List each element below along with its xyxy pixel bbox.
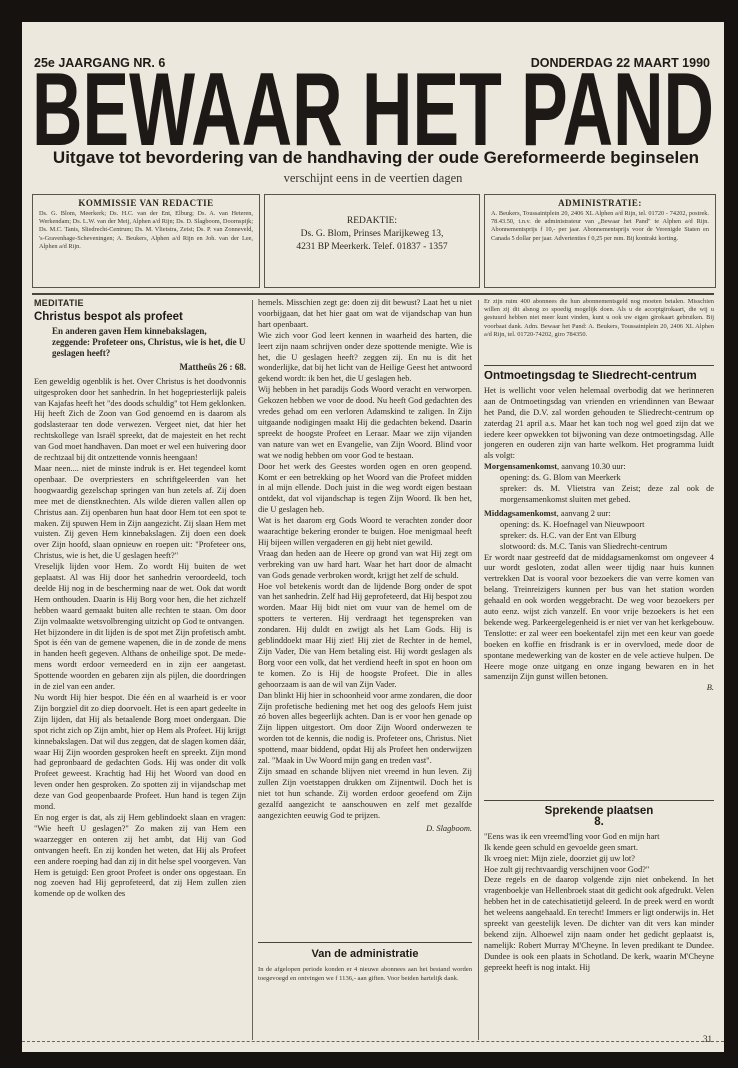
ontmoetingsdag-article (484, 371, 714, 796)
section-divider (484, 800, 714, 801)
admin-notice (258, 948, 472, 983)
ontmoetingsdag-intro: Het is wellicht voor velen helemaal overbodig dat we herinneren aan de Ontmoetingsdag van vrienden en vriendinnen van Bewaar het Pand, die D.V. zal worden gehouden te Sliedrecht-centrum op zaterdag 21 april a.s. Maar het kan toch nog wel goed zijn dat we iedere keer opwekken tot bijwoning van deze ontmoetingsdag. Alle jongeren en ouderen zijn van harte welkom. Het programma luidt als volgt: (484, 385, 714, 461)
ontmoetingsdag-body: Er wordt naar gestreefd dat de middagsamenkomst om ongeveer 4 uur wordt gesloten, zodat allen weer tijdig naar huis kunnen vertrekken Dat is vooral voor bezoekers die van verre komen van belang. Treinreizigers kunnen per bus van het station worden gehaald en ook worden weggebracht. De weg voor bezoekers per auto eenz. wijst zich vanzelf. En voor vrije bezoekers is het een bekende weg. Parkeergelegenheid is er niet ver van het kerkgebouw. Tenslotte: er zal weer een boekentafel zijn met een keur van goede boeken en koffie en frisdrank is er in overvloed, mede door de spontane medewerking van de koster en de vele actieve hulpen. De Heere moge onze uitgang en onze ingang bewaren en in het samenzijn Zijn gunst willen betonen. (484, 552, 714, 682)
administratie-box (484, 194, 716, 288)
top-divider (32, 293, 714, 295)
ontmoetingsdag-title: Ontmoetingsdag te Sliedrecht-centrum (484, 371, 697, 382)
svg-text:BEWAAR HET PAND: BEWAAR HET PAND (32, 61, 714, 159)
column-divider (252, 300, 253, 1040)
meditatie-title: Christus bespot als profeet (34, 310, 183, 323)
meditatie-paragraph: Wat is het daarom erg Gods Woord te verachten zonder door waarachtige bekering eronder te buigen. Hoe menigmaal heeft Hij bijeen willen vergaderen en gij hebt niet gewild. (258, 516, 472, 547)
sprekende-title: Sprekende plaatsen (544, 806, 654, 817)
commissie-title: KOMMISSIE VAN REDACTIE (78, 198, 214, 208)
admin-notice-title: Van de administratie (311, 948, 419, 960)
meditatie-paragraph: Wij hebben in het paradijs Gods Woord veracht en verworpen. Gekozen hebben we voor de dood. Nu heeft God gedachten des vredes gehad om een verloren Adamskind te zaligen. In Zijn uitgaande nodigingen maakt Hij die gedachten bekend. Daarin spreekt de hoogste Profeet en Leraar. Maar we zijn vijanden van nature van wet en Evangelie, van Zijn Woord. Blind voor wat we nodig hebben om voor God te bestaan. (258, 385, 472, 460)
meditatie-paragraph: Wie zich voor God leert kennen in waarheid des harten, die leert zijn naam schrijven onder deze spottende menigte. Wie is het, die U geslagen heeft? zeggen zij. En nu is dit het wonderlijke, dat bij het licht van de Heilige Geest het antwoord gekend wordt: ik ben het, die U geslagen heb. (258, 330, 472, 384)
meditatie-paragraph: Dan blinkt Hij hier in schoonheid voor arme zondaren, die door Zijn profetische bediening met het oog des geloofs Hem juist zó boven alles begeerlijk achten. Dan is er voor hen genade op Zijn lippen uitgestort. Om door Zijn Woord onderwezen te worden tot de kennis, die nodig is. Profeteer ons, Christus. Niet spottend, maar biddend, opdat Hij als Profeet hen onderwijzen zal. "Maak in Uw Woord mijn gang en treden vast". (258, 690, 472, 766)
poem-line: "Eens was ik een vreemd'ling voor God en mijn hart (484, 831, 660, 841)
meditatie-quote: En anderen gaven Hem kinnebakslagen, zeggende: Profeteer ons, Christus, wie is het, die U geslagen heeft? (52, 325, 246, 358)
column-divider (478, 300, 479, 1040)
administratie-title: ADMINISTRATIE: (558, 198, 642, 208)
meditatie-paragraph: Vreselijk lijden voor Hem. Zo wordt Hij buiten de wet geplaatst. Al was Hij door het sanhedrin veroordeeld, toch deelde Hij nog in de bescherming naar de wet. Ook dat wordt Hem onthouden. Daarin is Hij Borg voor hen, die het zichzelf hebben waard gemaakt buiten alle rechten te staan. Om door Zijn volmaakte wetsvolbrenging uitzicht op God te ontvangen. (34, 562, 246, 626)
sprekende-article (484, 806, 714, 1040)
meditatie-signature: D. Slagboom. (426, 823, 472, 833)
meditatie-column-2 (258, 298, 472, 938)
subtitle: Uitgave tot bevordering van de handhaving der oude Gereformeerde beginselen (52, 148, 700, 167)
sprekende-number: 8. (594, 815, 604, 828)
meditatie-paragraph: Zijn smaad en schande blijven niet vreemd in hun leven. Zij zullen Zijn voetstappen drukken om Zijnentwil. Doch het is niet tot hun schande. Zij worden erdoor geoefend om Zijn gezalfd aangezicht te aanschouwen en zelf met gezalfde aangezichten eeuwig God te prijzen. (258, 766, 472, 820)
commissie-box (32, 194, 260, 288)
administratie-text: A. Beukers, Toussaintplein 20, 2406 XL Alphen a/d Rijn, tel. 01720 - 74202, postrek. 78.43.50, t.n.v. de administrateur van „Bewaar het Pand" te Alphen a/d Rijn. Abonnementsprijs f 10,- per jaar. Abonnementsprijs voor de Verenigde Staten en Canada 5 dollar per jaar. Advertenties f 0,25 per mm. Bij kontrakt korting. (491, 210, 709, 242)
morning-time: , aanvang 10.30 uur: (557, 462, 626, 472)
masthead-title (32, 61, 716, 159)
program-line: slotwoord: ds. M.C. Tanis van Sliedrecht-centrum (500, 541, 668, 551)
afternoon-time: , aanvang 2 uur: (556, 508, 611, 518)
commissie-text: Ds. G. Blom, Meerkerk; Ds. H.C. van der Ent, Elburg; Ds. A. van Heteren, Werkendam; Ds. L.W. van der Meij, Alphen a/d Rijn; Ds. D. Slagboom, Doornspijk; Ds. M.C. Tanis, Sliedrecht-Centrum; Ds. M. Vlietstra, Zeist; Ds. P. van Zonneveld, 's-Gravenhage-Scheveningen; A. Beukers, Alphen a/d Rijn en Joh. van der Lee, Alphen a/d Rijn. (39, 210, 253, 250)
meditatie-paragraph: hemels. Misschien zegt ge: doen zij dit bewust? Laat het u niet voorbijgaan, dat het hier gaat om wat de vijandschap van hun hart openbaart. (258, 298, 472, 329)
meditatie-paragraph: Het bijzondere in dit lijden is de spot met Zijn profetisch ambt. Spot is één van de gemene wapenen, die in de zonde de mens in handen heeft gegeven. Althans de onheilige spot. De mede-mens wordt erdoor verneederd en in zijn eer aangetast. Spottende woorden en gebaren zijn als pijlen, die doordringen in de ziel van een ander. (34, 627, 246, 692)
poem-line: Ik vroeg niet: Mijn ziele, doorziet gij uw lot? (484, 853, 635, 863)
newspaper-page (22, 22, 724, 1052)
redaktie-box (264, 194, 480, 288)
bottom-rule (22, 1041, 724, 1042)
volume-number: 25e JAARGANG NR. 6 (34, 56, 166, 70)
sprekende-body: Deze regels en de daarop volgende zijn niet onbekend. In het vragenboekje van Hellenbroek staat dit gedicht ook afgedrukt. Velen hebben het in de catechisatietijd geleerd. In de preek werd en wordt het weleens aangehaald. En terecht! Immers er ligt onderwijs in. Het spreekt van geestelijk leven. De dichter van dit vers kan minder bekend zijn. Alhoewel zijn naam onder het gedicht geplaatst is, namelijk: Robert Murray M'Cheyne. In leven predikant te Dundee. Dundee is ook een plaats in Schotland. De kerk, waarin M'Cheyne gepreekt heeft is nog intakt. Hij (484, 875, 714, 972)
redaktie-line2: 4231 BP Meerkerk. Telef. 01837 - 1357 (296, 242, 448, 252)
ontmoetingsdag-signature: B. (706, 683, 714, 693)
section-divider (484, 365, 714, 366)
program-line: spreker: ds. M. Vlietstra van Zeist; deze zal ook de morgensamenkomst sluiten met gebed. (500, 484, 714, 504)
meditatie-column-1 (34, 298, 246, 1040)
meditatie-paragraph: Een geweldig ogenblik is het. Over Christus is het doodvonnis uitgesproken door het sanhedrin. In het hogepriesterlijk paleis van Kajafas heeft het "des doods schuldig" tot Hem geklonken. Hij heeft Zich de Zoon van God genoemd en is daarom als godslasteraar ten dode verwezen. Vergeet niet, dat hier het rechtskollege van Israël spreekt, dat de majesteit en het recht van God moet handhaven. Dan moet er wel een huivering door de rechtzaal bij dit ontzettende vonnis heengaan! (34, 376, 246, 463)
meditatie-paragraph: Nu wordt Hij hier bespot. Die één en al waarheid is er voor Zijn borgziel dit zo diep doorvoelt. Het is een apart gedeelte in Zijn lijden, dat Hij als betaalende Borg moet ondergaan. Die spot richt zich op Zijn ambt, hier op Hem als Profeet. Hij krijgt kinnebakslagen. Dat wil dus zeggen, dat de slagen komen dáár, waar Hij Zijn woorden gesproken heeft en spreekt. Zijn mond had gepronbaard de gedachten Gods. Hij was onder dit volk Profeet geweest. Krachtig had Hij het Woord van dood en leven onder hen gesproken. Zo spotten zij in vijandschap met deze van God geopenbaarde Profeet. Hun hand is tegen Zijn mond. (34, 693, 246, 812)
meditatie-paragraph: En nog erger is dat, als zij Hem geblindoekt slaan en vragen: "Wie heeft U geslagen?" Zo maken zij van Hem een waarzegger en onteren zij het ambt, dat Hij van God ontvangen heeft. En zij konden het weten, dat Hij als Profeet een andere roeping had dan zij in dit helse spel voorgeven. Van Hem is getuigd: Een groot Profeet is onder ons opgestaan. En nog zoeven had Hij geprofeteerd, dat zij Hem zullen zien komende op de wolken des (34, 812, 246, 899)
redaktie-title: REDAKTIE: (346, 216, 398, 226)
meditatie-paragraph: Hoe vol betekenis wordt dan de lijdende Borg onder de spot van het sanhedrin. Zelf had Hij geprofeteerd, dat Hij bespot zou worden. Maar Hij bidt niet om vuur van de hemel om de spotters te verteren. Hij verdraagt het tegensprekеn van zondaren. Hij duldt en zwijgt als het Lam Gods. Hij is geblinddoekt maar Hij ziet! Hij ziet de Rechter in de hemel, Zijn Vader, Die van Hem betaling eist. Hij wordt geslagen als Borg voor een volk, dat het verdiend heeft in spot en hoon om te komen. Zo is Hij de hoogste Profeet. Die in alles gehoorzaam is aan de wil van Zijn Vader. (258, 581, 472, 689)
subscriber-notice: Er zijn ruim 400 abonnees die hun abonnementsgeld nog moeten betalen. Misschien willen zij dit alsnog zo spoedig mogelijk doen. Als u de acceptgirokaart, die wij u gestuurd hebben niet meer kunt vinden, kunt u ook uw eigen girokaart gebruiken. Bij voorbaat dank. Adm. Bewaar het Pand: A. Beukers, Toussaintplein 20, 2406 XL Alphen a/d Rijn, tel. 01720-74202, giro 784350. (484, 298, 714, 338)
program-line: spreker: ds. H.C. van der Ent van Elburg (500, 530, 637, 540)
program-line: opening: ds. G. Blom van Meerkerk (500, 473, 621, 483)
afternoon-title: Middagsamenkomst (484, 508, 557, 518)
morning-title: Morgensamenkomst (484, 462, 558, 472)
issue-date: DONDERDAG 22 MAART 1990 (530, 56, 710, 70)
poem-line: Ik kende geen schuld en gevoelde geen smart. (484, 842, 638, 852)
admin-notice-text: In de afgelopen periode konden er 4 nieuwe abonnees aan het bestand worden toegevoegd en ontvingen we f 1136,- aan giften. Voor beiden hartelijk dank. (258, 966, 472, 982)
program-line: opening: ds. K. Hoefnagel van Nieuwpoort (500, 519, 645, 529)
page-number: 31 (703, 1034, 712, 1044)
admin-divider (258, 942, 472, 943)
poem-line: Hoe zult gij rechtvaardig verschijnen voor God?" (484, 864, 650, 874)
meditatie-paragraph: Door het werk des Geestes worden ogen en oren geopend. Komt er een betrekking op het Woord van die Profeet midden in al mijn ellende. Doch juist in die weg wordt eigen bestaan ontdekt, dat vol vijandschap is tegen Zijn Woord. Ik ben het, die U geslagen heb. (258, 461, 472, 515)
meditatie-paragraph: Maar neen.... niet de minste indruk is er. Het tegendeel komt openbaar. De overpriesters en schriftgeleerden van het hoogwaardig gezelschap springen van hun zetels af. Zij doen mee met de dienstknechten. Als wilde dieren vallen allen op Christus aan. Zij openbaren hun haat door Hem tot een spot te maken. Zij spuwen Hem in Zijn aangezicht. Zij slaan Hem met vuisten. Zij geven Hem kinnebakslagen. Zij doen een doek over Zijn hoofd, slaan opnieuw en roepen uit: "Profeteer ons, Christus, wie is het, die U geslagen heeft?" (34, 463, 246, 561)
meditatie-label: MEDITATIE (34, 298, 84, 308)
frequency-line: verschijnt eens in de veertien dagen (283, 171, 463, 185)
meditatie-reference: Mattheüs 26 : 68. (179, 361, 246, 372)
meditatie-paragraph: Vraag dan heden aan de Heere op grond van wat Hij zegt om verbreking van uw hard hart. Waar het hart door de almacht van Gods genade verbroken wordt, krijgt het zelf de schuld. (258, 548, 472, 580)
redaktie-line1: Ds. G. Blom, Prinses Marijkeweg 13, (300, 229, 444, 239)
